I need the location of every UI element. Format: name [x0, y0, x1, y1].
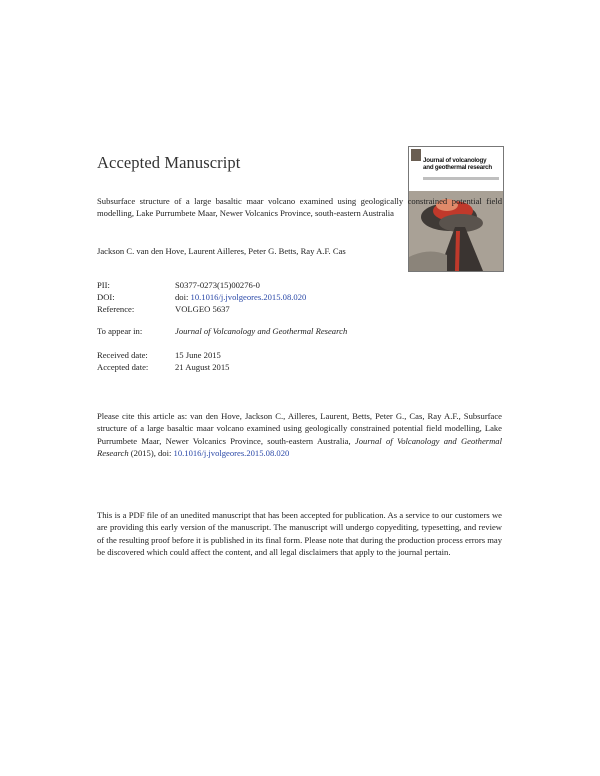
pii-value: S0377-0273(15)00276-0 — [175, 280, 260, 290]
doi-prefix: doi: — [175, 292, 189, 302]
disclaimer-paragraph: This is a PDF file of an unedited manuscript that has been accepted for publication. As a service to our customers we are providing this early version of the manuscript. The manuscript will undergo copyediting, typesetting, and review of the resulting proof before it is published in its final form. Please note that during the production process errors may be discovered which could affect the content, and all legal disclaimers that apply to the journal pertain. — [97, 510, 503, 558]
author-list: Jackson C. van den Hove, Laurent Ailleres, Peter G. Betts, Ray A.F. Cas — [97, 246, 346, 256]
accepted-value: 21 August 2015 — [175, 362, 230, 372]
appear-label: To appear in: — [97, 326, 143, 336]
doi-link[interactable]: 10.1016/j.jvolgeores.2015.08.020 — [190, 292, 307, 302]
cover-journal-title-line1: Journal of volcanology — [423, 157, 487, 164]
page-heading: Accepted Manuscript — [97, 153, 241, 172]
reference-value: VOLGEO 5637 — [175, 304, 230, 314]
citation-journal: Journal of Volcanology and Geothermal Research — [97, 435, 502, 459]
received-label: Received date: — [97, 350, 148, 360]
cover-journal-title-line2: and geothermal research — [423, 164, 492, 172]
received-value: 15 June 2015 — [175, 350, 221, 360]
citation-paragraph — [97, 410, 502, 460]
citation-text: Please cite this article as: van den Hove, Jackson C., Ailleres, Laurent, Betts, Peter G., Cas, Ray A.F., Subsurface structure of a large basaltic maar volcano examined using geologically constrained potential field modelling, Lake Purrumbete Maar, Newer Volcanics Province, south-eastern Australia, — [97, 411, 502, 446]
reference-label: Reference: — [97, 304, 135, 314]
article-title: Subsurface structure of a large basaltic maar volcano examined using geologically constrained potential field modelling, Lake Purrumbete Maar, Newer Volcanics Province, south-eastern Australia — [97, 196, 502, 219]
appear-value: Journal of Volcanology and Geothermal Research — [175, 326, 348, 336]
citation-doi-link[interactable]: 10.1016/j.jvolgeores.2015.08.020 — [173, 448, 290, 459]
doi-value-wrap — [175, 291, 306, 303]
accepted-label: Accepted date: — [97, 362, 149, 372]
citation-year: (2015), doi: — [128, 448, 174, 459]
doi-label: DOI: — [97, 292, 115, 302]
pii-label: PII: — [97, 280, 110, 290]
